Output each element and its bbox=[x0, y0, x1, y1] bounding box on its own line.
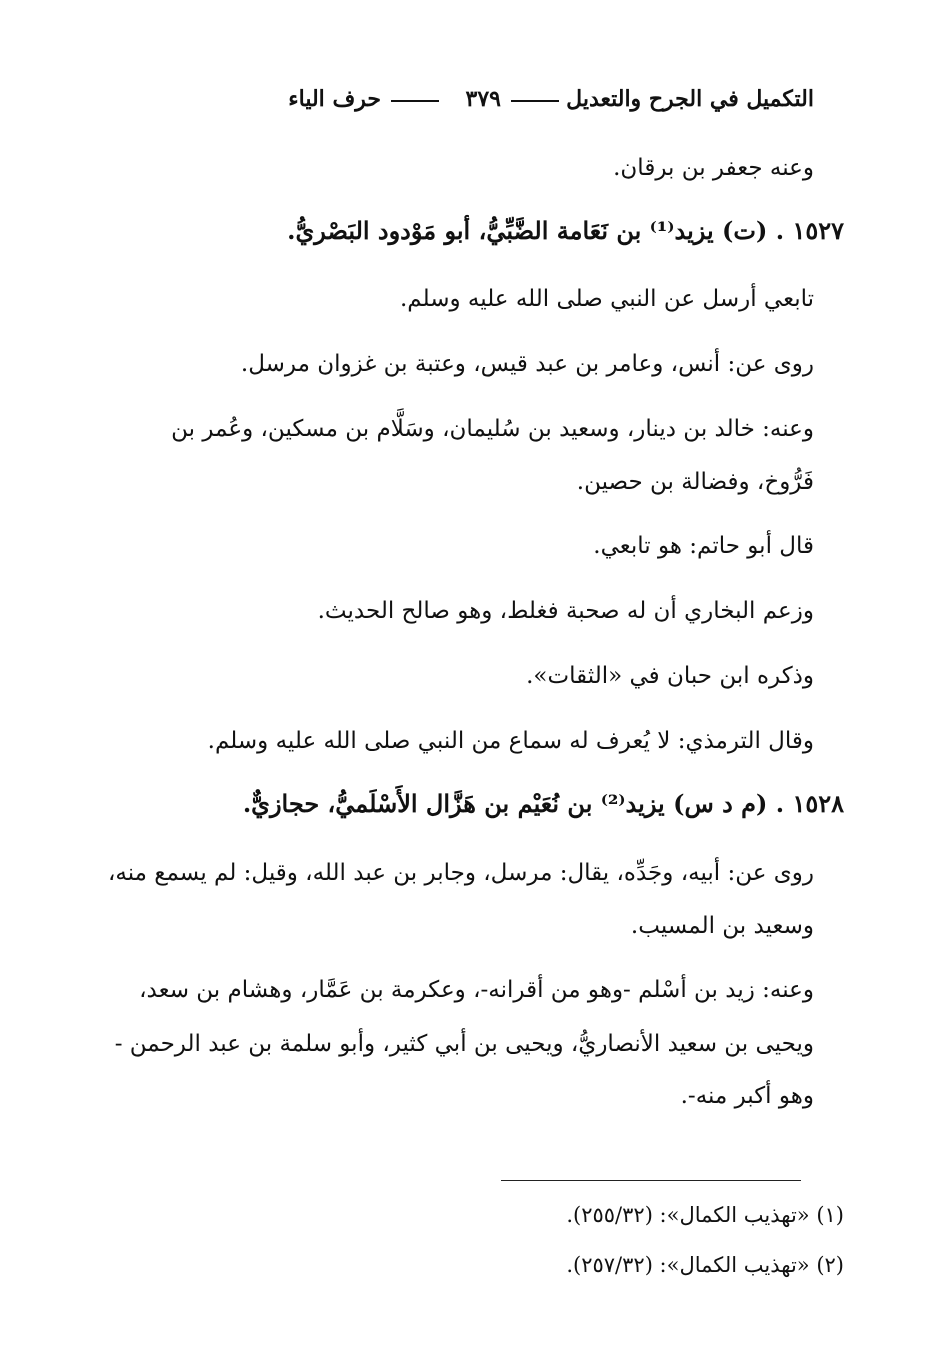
text-line: تابعي أرسل عن النبي صلى الله عليه وسلم. bbox=[400, 286, 814, 312]
header-dash bbox=[391, 100, 439, 102]
header-section-title: حرف الياء bbox=[288, 86, 381, 112]
text-line: وعنه: خالد بن دينار، وسعيد بن سُليمان، وسَلَّام بن مسكين، وعُمر بن bbox=[171, 416, 814, 442]
text-line: فَرُّوخ، وفضالة بن حصين. bbox=[576, 469, 814, 495]
text-line: وعنه جعفر بن برقان. bbox=[613, 155, 814, 181]
entry-title: (ت) يزيد⁽¹⁾ بن نَعَامة الضَّبِّيُّ، أبو مَوْدود البَصْريُّ. bbox=[287, 216, 768, 245]
entry-heading-1527 bbox=[287, 215, 844, 247]
text-line: روى عن: أبيه، وجَدِّه، يقال: مرسل، وجابر بن عبد الله، وقيل: لم يسمع منه، bbox=[107, 860, 814, 886]
text-line: وزعم البخاري أن له صحبة فغلط، وهو صالح الحديث. bbox=[317, 598, 814, 624]
running-header bbox=[114, 86, 814, 116]
text-line: وذكره ابن حبان في «الثقات». bbox=[526, 663, 814, 689]
footnote-separator bbox=[501, 1180, 801, 1181]
header-book-title: التكميل في الجرح والتعديل bbox=[566, 86, 814, 112]
text-line: وهو أكبر منه-. bbox=[680, 1083, 814, 1109]
text-line: وقال الترمذي: لا يُعرف له سماع من النبي صلى الله عليه وسلم. bbox=[207, 728, 814, 754]
text-line: وعنه: زيد بن أسْلم -وهو من أقرانه-، وعكرمة بن عَمَّار، وهشام بن سعد، bbox=[139, 977, 814, 1003]
text-line: ويحيى بن سعيد الأنصاريُّ، ويحيى بن أبي كثير، وأبو سلمة بن عبد الرحمن - bbox=[114, 1031, 814, 1057]
entry-heading-1528 bbox=[243, 788, 844, 820]
footnote-2: (٢) «تهذيب الكمال»: (٢٥٧/٣٢). bbox=[566, 1253, 844, 1277]
text-line: قال أبو حاتم: هو تابعي. bbox=[593, 533, 814, 559]
entry-number: ١٥٢٨ . bbox=[775, 789, 844, 818]
header-page-number: ٣٧٩ bbox=[465, 86, 501, 112]
header-dash bbox=[511, 100, 559, 102]
text-line: وسعيد بن المسيب. bbox=[630, 913, 814, 939]
entry-number: ١٥٢٧ . bbox=[775, 216, 844, 245]
entry-title: (م د س) يزيد⁽²⁾ بن نُعَيْم بن هَزَّال الأَسْلَميُّ، حجازيٌّ. bbox=[242, 789, 768, 818]
text-line: روى عن: أنس، وعامر بن عبد قيس، وعتبة بن غزوان مرسل. bbox=[240, 351, 814, 377]
footnote-1: (١) «تهذيب الكمال»: (٢٥٥/٣٢). bbox=[566, 1203, 844, 1227]
